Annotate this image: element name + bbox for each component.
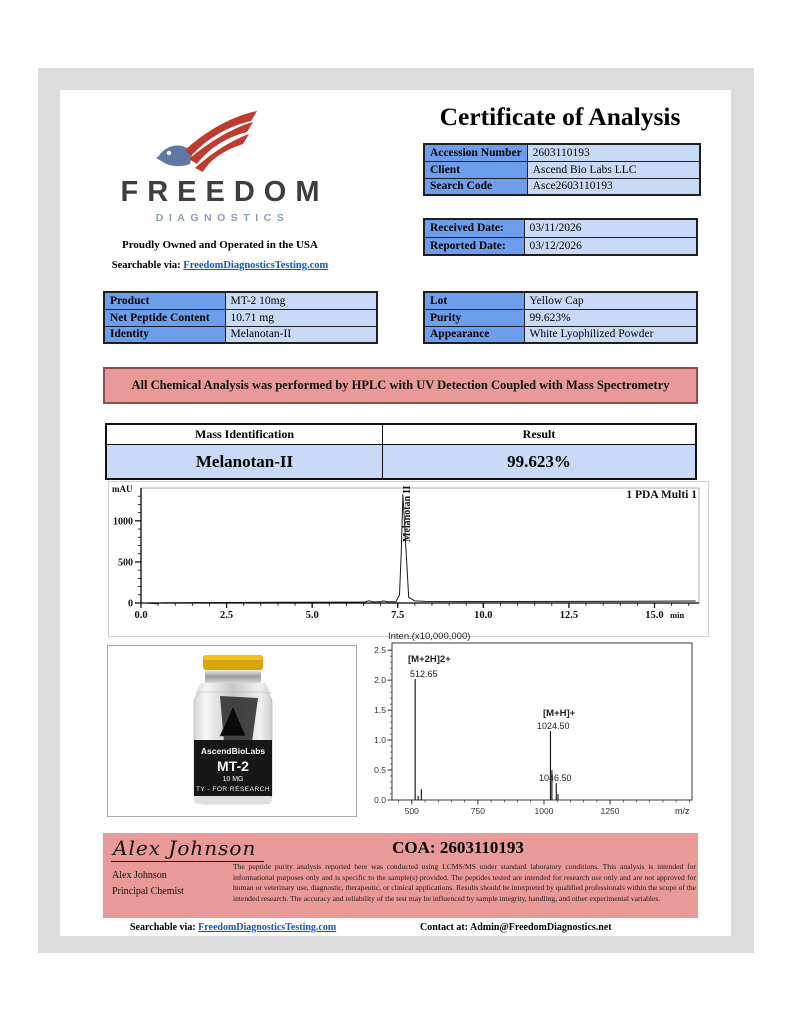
lot-table xyxy=(423,291,698,344)
row-label: Received Date: xyxy=(424,219,524,237)
plot-box xyxy=(141,485,699,603)
coa-number: COA: 2603110193 xyxy=(392,838,524,857)
y-tick-label: 1.5 xyxy=(374,705,386,716)
mass-spectrum-chart xyxy=(370,628,705,828)
signer-role: Principal Chemist xyxy=(112,886,184,897)
y-tick-label: 2.5 xyxy=(374,645,386,656)
y-tick-label: 1.0 xyxy=(374,735,386,746)
vial-brand-text: AscendBioLabs xyxy=(200,746,266,756)
row-label: Appearance xyxy=(424,326,524,343)
row-label: Product xyxy=(104,292,225,309)
y-tick-label: 0.0 xyxy=(374,795,386,805)
x-tick-label: 15.0 xyxy=(645,610,664,621)
x-tick-label: 0.0 xyxy=(134,610,148,621)
y-axis-unit: mAU xyxy=(112,484,133,494)
y-tick-label: 500 xyxy=(118,557,133,569)
searchable-line xyxy=(78,260,362,271)
x-tick-label: 12.5 xyxy=(559,610,579,621)
x-tick-label: 10.0 xyxy=(474,610,493,621)
ion-annotation: [M+H]+ xyxy=(543,708,576,719)
purity-result: 99.623% xyxy=(507,451,571,471)
intensity-title: Inten.(x10,000,000) xyxy=(388,631,471,642)
page-frame xyxy=(38,68,754,953)
row-label: Search Code xyxy=(424,178,527,195)
table-row xyxy=(424,326,697,343)
row-label: Purity xyxy=(424,309,524,326)
accession-info-table xyxy=(423,143,701,196)
mz-value-label: 1024.50 xyxy=(537,721,570,731)
column-header: Result xyxy=(522,427,556,441)
row-value: 10.71 mg xyxy=(225,309,377,326)
footer-searchable xyxy=(130,922,336,933)
x-tick-label: 500 xyxy=(404,806,419,816)
x-tick-label: 1000 xyxy=(534,806,554,816)
x-tick-label: 7.5 xyxy=(391,610,405,621)
disclaimer-text: The peptide purity analysis reported here was conducted using LCMS/MS under standard laboratory conditions. This analysis is intended for informational purposes only and is specific to the sample(s) provided. The peptides tested are intended for research use only and are not approved for human or veterinary use, diagnostic, therapeutic, or clinical applications. Results should be interpreted by qualified professionals within the scope of the intended research. The accuracy and reliability of the test may be influenced by sample integrity, handling, and other experimental variables. xyxy=(233,862,696,903)
signer-name: Alex Johnson xyxy=(112,870,167,881)
column-header: Mass Identification xyxy=(107,425,383,444)
searchable-link[interactable]: FreedomDiagnosticsTesting.com xyxy=(183,260,329,271)
x-tick-label: 1250 xyxy=(600,806,620,816)
table-row xyxy=(424,292,697,309)
row-value: Asce2603110193 xyxy=(527,178,700,195)
row-label: Identity xyxy=(104,326,225,343)
vial-product-text: MT-2 xyxy=(217,758,249,774)
vial-strength-text: 10 MG xyxy=(222,776,244,783)
table-row xyxy=(104,292,377,309)
hplc-chromatogram-panel xyxy=(108,481,709,637)
brand-subtitle: DIAGNOSTICS xyxy=(155,212,290,224)
table-row xyxy=(424,161,700,178)
detector-annotation: 1 PDA Multi 1 xyxy=(626,489,697,501)
hplc-chromatogram-chart xyxy=(109,482,708,636)
logo-block xyxy=(78,106,362,271)
row-label: Accession Number xyxy=(424,144,527,161)
chromatogram-trace xyxy=(141,495,696,604)
product-table xyxy=(103,291,378,344)
row-label: Net Peptide Content xyxy=(104,309,225,326)
product-vial-photo xyxy=(107,645,357,817)
footer-searchable-link[interactable]: FreedomDiagnosticsTesting.com xyxy=(198,922,337,933)
searchable-prefix: Searchable via: xyxy=(111,260,181,271)
table-header-row xyxy=(107,425,695,444)
row-value: 03/11/2026 xyxy=(524,219,697,237)
signature-block xyxy=(103,833,698,918)
y-tick-label: 0 xyxy=(128,598,133,610)
footer-searchable-prefix: Searchable via: xyxy=(130,922,196,933)
row-value: White Lyophilized Powder xyxy=(524,326,697,343)
row-value: 03/12/2026 xyxy=(524,237,697,255)
mass-id-table xyxy=(105,423,697,480)
vial-base xyxy=(194,796,272,804)
table-row xyxy=(107,444,695,478)
brand-tagline: Proudly Owned and Operated in the USA xyxy=(122,239,318,251)
table-row xyxy=(104,309,377,326)
row-label: Lot xyxy=(424,292,524,309)
x-tick-label: 5.0 xyxy=(305,610,319,621)
row-value: Melanotan-II xyxy=(225,326,377,343)
signature-script: Alex Johnson xyxy=(111,836,264,862)
x-axis-unit: m/z xyxy=(675,806,690,816)
page-title: Certificate of Analysis xyxy=(439,102,681,131)
vial-cap-highlight xyxy=(203,655,263,660)
analyte-name: Melanotan-II xyxy=(107,445,383,478)
brand-name: FREEDOM xyxy=(120,176,329,208)
vial-crimp xyxy=(205,670,261,683)
y-tick-label: 0.5 xyxy=(374,765,386,776)
x-tick-label: 2.5 xyxy=(220,610,234,621)
dates-table xyxy=(423,218,698,256)
row-value: Ascend Bio Labs LLC xyxy=(527,161,700,178)
table-row xyxy=(104,326,377,343)
mz-value-label: 512.65 xyxy=(410,669,438,679)
coa-page xyxy=(60,90,731,936)
mz-value-label: 1046.50 xyxy=(539,773,572,783)
y-tick-label: 1000 xyxy=(113,516,133,528)
row-label: Client xyxy=(424,161,527,178)
table-row xyxy=(424,178,700,195)
row-label: Reported Date: xyxy=(424,237,524,255)
table-row xyxy=(424,219,697,237)
table-row xyxy=(424,144,700,161)
peak-label: Melanotan II xyxy=(402,485,413,542)
eagle-logo-icon xyxy=(155,106,285,176)
y-tick-label: 2.0 xyxy=(374,675,386,686)
row-value: 2603110193 xyxy=(527,144,700,161)
analysis-method-banner: All Chemical Analysis was performed by HPLC with UV Detection Coupled with Mass Spectrometry xyxy=(103,367,698,404)
row-value: 99.623% xyxy=(524,309,697,326)
x-tick-label: 750 xyxy=(470,806,485,816)
row-value: MT-2 10mg xyxy=(225,292,377,309)
ion-annotation: [M+2H]2+ xyxy=(408,654,451,665)
vial-note-text: TY - FOR RESEARCH xyxy=(195,786,271,793)
row-value: Yellow Cap xyxy=(524,292,697,309)
vial-illustration xyxy=(108,646,356,816)
footer-contact: Contact at: Admin@FreedomDiagnostics.net xyxy=(420,922,612,933)
table-row xyxy=(424,309,697,326)
x-axis-unit: min xyxy=(670,610,685,620)
table-row xyxy=(424,237,697,255)
